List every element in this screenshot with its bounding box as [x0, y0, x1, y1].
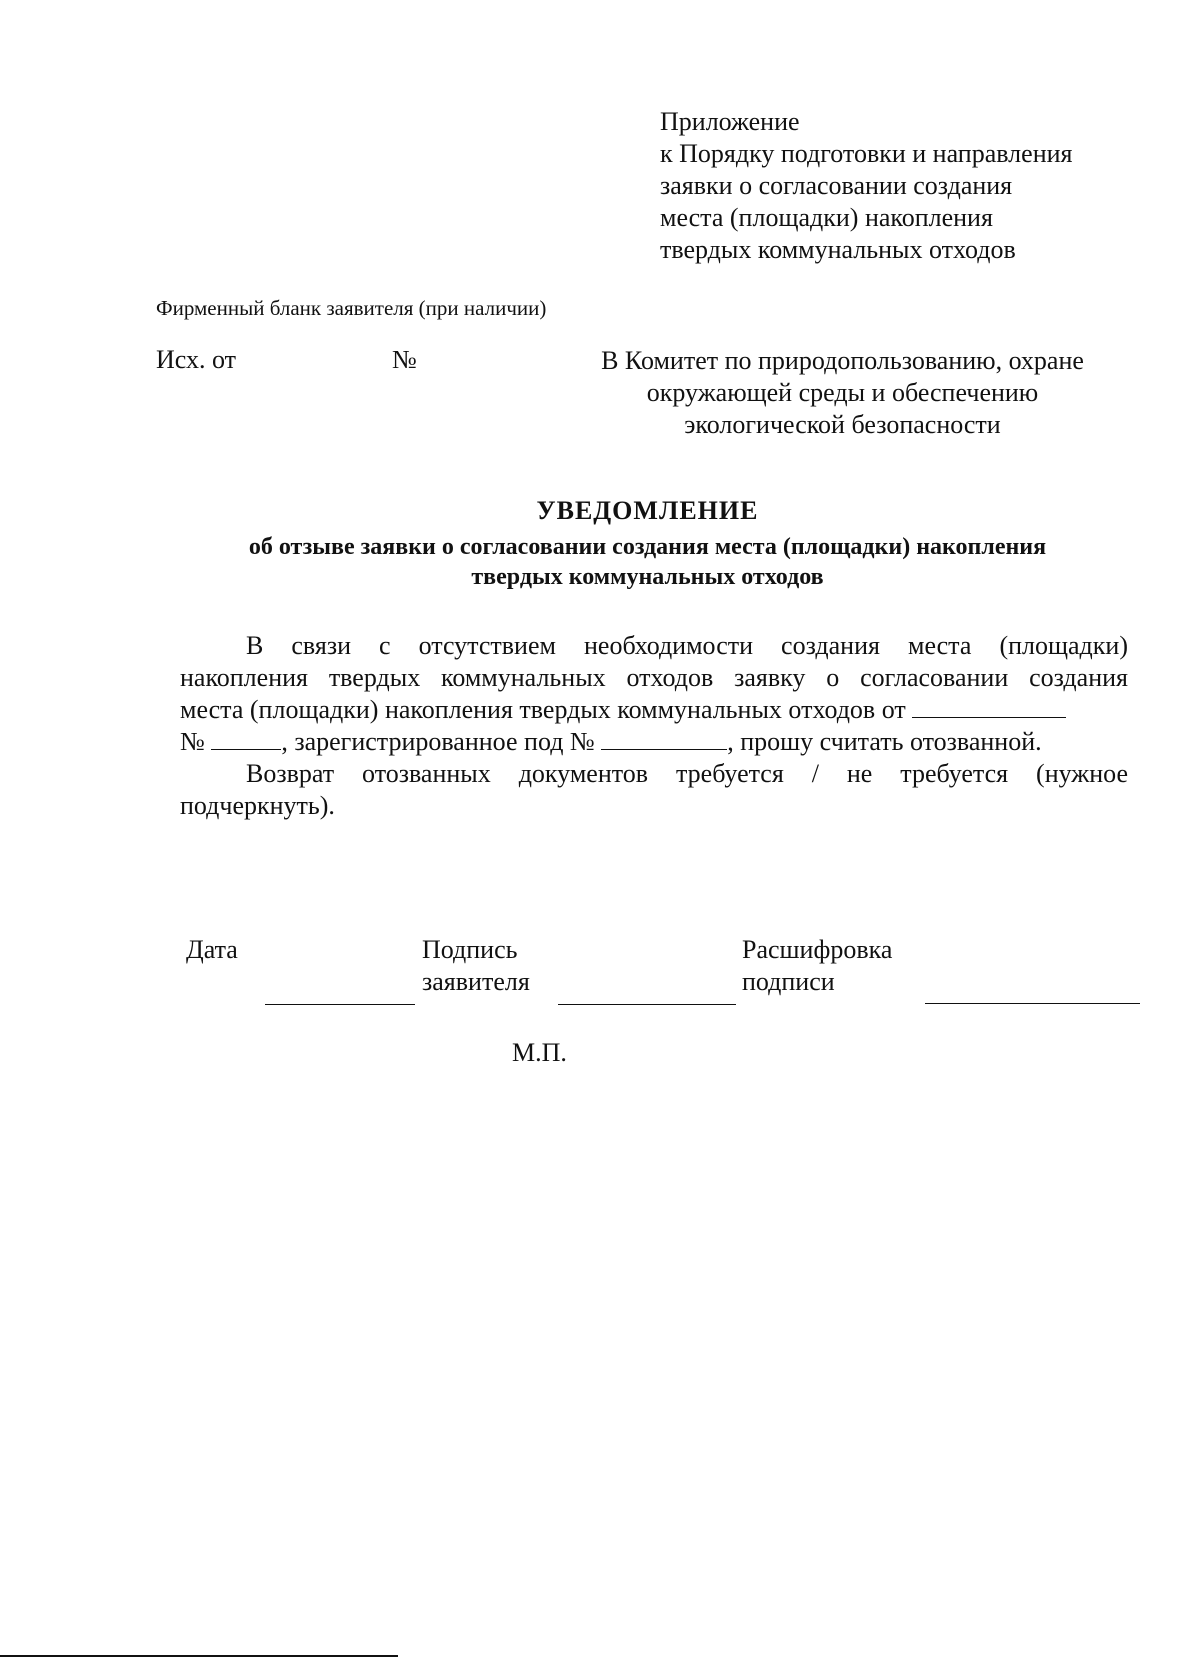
- registration-number-blank[interactable]: [601, 748, 727, 750]
- applicant-signature-line[interactable]: [558, 1004, 736, 1005]
- notice-body: [180, 630, 1128, 822]
- body-line: [180, 694, 1128, 726]
- outgoing-date-label: Исх. от: [156, 345, 236, 374]
- body-line: [180, 726, 1128, 758]
- decode-label-line: Расшифровка: [742, 935, 893, 964]
- decode-label-line: подписи: [742, 967, 835, 996]
- appendix-line: твердых коммунальных отходов: [660, 235, 1016, 264]
- body-line: В связи с отсутствием необходимости создания места (площадки): [246, 631, 1128, 660]
- document-subtitle: [160, 532, 1135, 592]
- body-text: , зарегистрированное под №: [281, 727, 595, 756]
- letterhead-note: Фирменный бланк заявителя (при наличии): [156, 296, 547, 320]
- footnote-separator: [0, 1655, 398, 1657]
- body-text: №: [180, 727, 205, 756]
- signature-label-line: заявителя: [422, 967, 530, 996]
- appendix-block: [660, 106, 1072, 266]
- body-line: подчеркнуть).: [180, 791, 335, 820]
- signature-label-line: Подпись: [422, 935, 518, 964]
- body-text: , прошу считать отозванной.: [727, 727, 1042, 756]
- appendix-line: места (площадки) накопления: [660, 203, 993, 232]
- body-text: места (площадки) накопления твердых коммунальных отходов от: [180, 695, 906, 724]
- outgoing-number-label: №: [392, 345, 417, 374]
- signature-decoding-line[interactable]: [925, 1003, 1140, 1004]
- date-signature-line[interactable]: [265, 1004, 415, 1005]
- application-date-blank[interactable]: [912, 716, 1066, 718]
- body-line: накопления твердых коммунальных отходов заявку о согласовании создания: [180, 663, 1128, 692]
- subtitle-line: об отзыве заявки о согласовании создания места (площадки) накопления: [248, 534, 1047, 560]
- addressee-line: экологической безопасности: [684, 410, 1001, 439]
- seal-placeholder: М.П.: [512, 1038, 567, 1067]
- application-number-blank[interactable]: [211, 748, 281, 750]
- document-title: УВЕДОМЛЕНИЕ: [536, 496, 759, 525]
- appendix-line: Приложение: [660, 107, 800, 136]
- addressee-line: окружающей среды и обеспечению: [646, 378, 1039, 407]
- appendix-line: заявки о согласовании создания: [660, 171, 1013, 200]
- appendix-line: к Порядку подготовки и направления: [660, 139, 1073, 168]
- addressee-block: [560, 345, 1125, 441]
- addressee-line: В Комитет по природопользованию, охране: [601, 346, 1084, 375]
- body-line: Возврат отозванных документов требуется / не требуется (нужное: [246, 759, 1128, 788]
- subtitle-line: твердых коммунальных отходов: [471, 564, 824, 590]
- signature-decoding-label: [742, 934, 892, 998]
- signature-label: [422, 934, 530, 998]
- date-label: Дата: [186, 935, 238, 964]
